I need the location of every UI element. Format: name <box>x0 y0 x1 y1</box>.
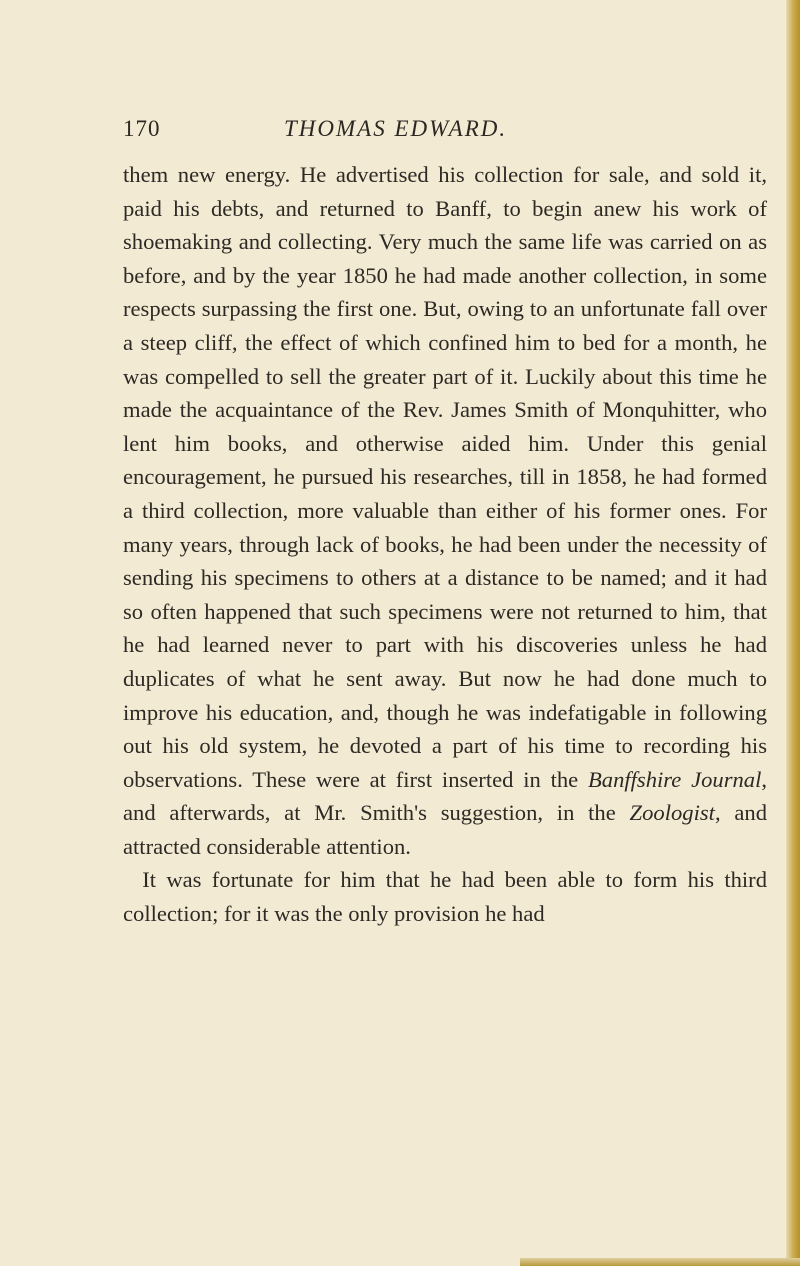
running-title: THOMAS EDWARD. <box>284 116 508 141</box>
page-edge <box>520 1258 800 1266</box>
italic-title: Banffshire Journal <box>587 766 762 792</box>
paragraph: It was fortunate for him that he had been able to form his third collection; for it was the only provision he had <box>123 867 767 927</box>
italic-title: Zoologist <box>629 800 715 826</box>
page-edge <box>786 0 800 1266</box>
paragraph <box>123 158 767 863</box>
page-header <box>123 116 763 146</box>
text-segment: , and attracted considerable attention. <box>123 800 767 859</box>
body-text <box>123 158 767 931</box>
page-number: 170 <box>123 116 161 141</box>
text-segment: , and afterwards, at Mr. Smith's suggestion, in the <box>123 766 768 826</box>
text-segment: them new energy. He advertised his collection for sale, and sold it, paid his debts, and returned to Banff, to begin anew his work of shoemaking and collecting. Very much the same life was carried on as before, and by the year 1850 he had made another collection, in some respects surpassing the first one. But, owing to an unfortunate fall over a steep cliff, the effect of which confined him to bed for a month, he was compelled to sell the greater part of it. Luckily about this time he made the acquaintance of the Rev. James Smith of Monquhitter, who lent him books, and otherwise aided him. Under this genial encouragement, he pursued his researches, till in 1858, he had formed a third collection, more valuable than either of his former ones. For many years, through lack of books, he had been under the necessity of sending his specimens to others at a distance to be named; and it had so often happened that such specimens were not returned to him, that he had learned never to part with his discoveries unless he had duplicates of what he sent away. But now he had done much to improve his education, and, though he was indefatigable in following out his old system, he devoted a part of his time to recording his observations. These were at first inserted in the <box>123 162 767 792</box>
